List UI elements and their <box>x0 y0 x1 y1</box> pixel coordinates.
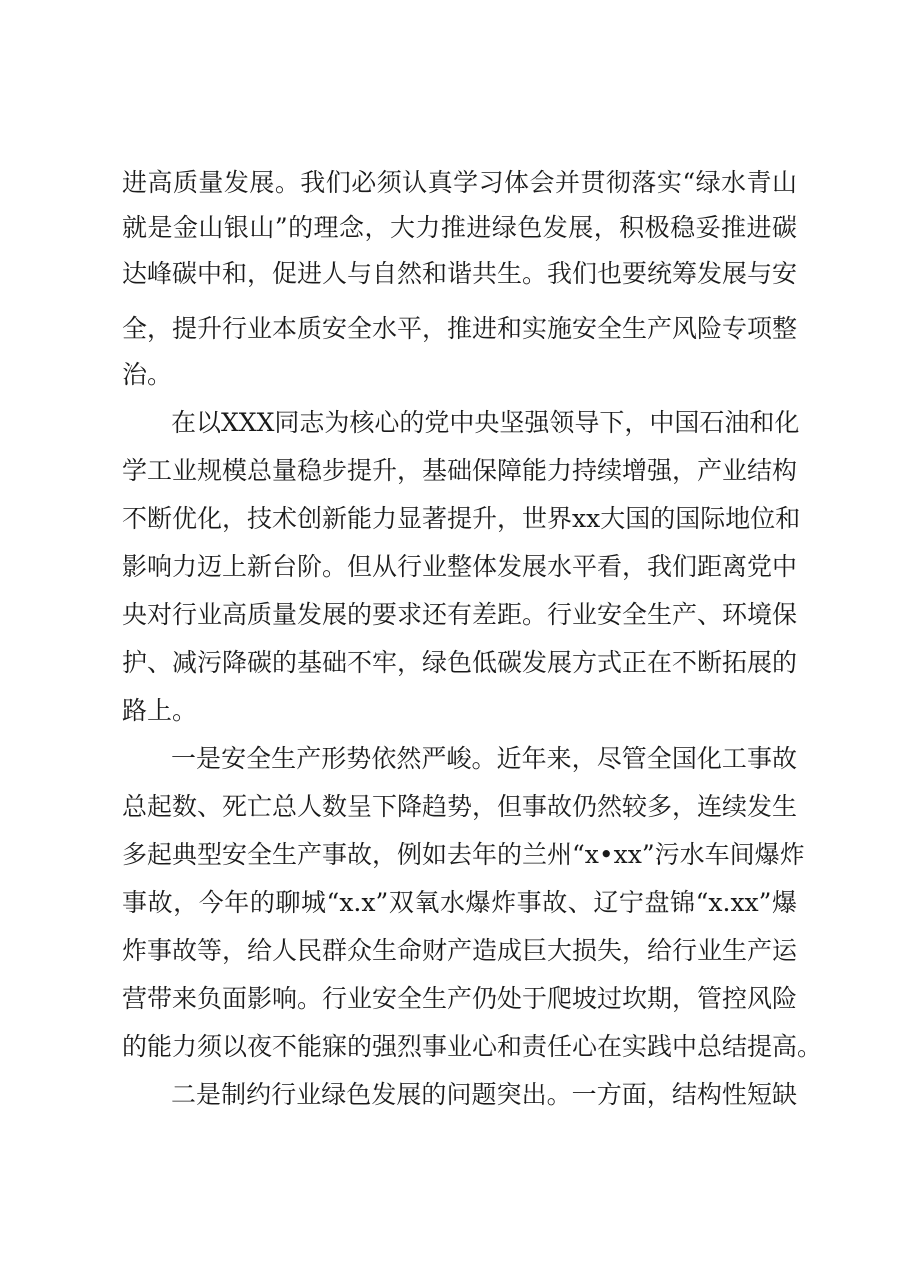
text-line-8: 不断优化，技术创新能力显著提升，世界xx大国的国际地位和 <box>122 504 801 533</box>
text-line-9: 影响力迈上新台阶。但从行业整体发展水平看，我们距离党中 <box>122 552 798 581</box>
text-line-10: 央对行业高质量发展的要求还有差距。行业安全生产、环境保 <box>122 600 798 629</box>
text-line-16: 事故，今年的聊城“x.x”双氧水爆炸事故、辽宁盘锦“x.xx”爆 <box>122 888 797 917</box>
paragraph-2-first-line: 在以XXX同志为核心的党中央坚强领导下，中国石油和化 <box>171 408 800 437</box>
text-line-17: 炸事故等，给人民群众生命财产造成巨大损失，给行业生产运 <box>122 936 798 965</box>
text-line-4: 全，提升行业本质安全水平，推进和实施安全生产风险专项整 <box>122 314 798 343</box>
text-line-14: 总起数、死亡总人数呈下降趋势，但事故仍然较多，连续发生 <box>122 792 798 821</box>
text-line-7: 学工业规模总量稳步提升，基础保障能力持续增强，产业结构 <box>122 456 798 485</box>
text-line-15: 多起典型安全生产事故，例如去年的兰州“x•xx”污水车间爆炸 <box>122 840 805 869</box>
text-line-12: 路上。 <box>122 696 198 725</box>
text-line-18: 营带来负面影响。行业安全生产仍处于爬坡过坎期，管控风险 <box>122 984 798 1013</box>
text-line-19: 的能力须以夜不能寐的强烈事业心和责任心在实践中总结提高。 <box>122 1032 823 1061</box>
text-line-5: 治。 <box>122 360 173 389</box>
paragraph-3-first-line: 一是安全生产形势依然严峻。近年来，尽管全国化工事故 <box>171 744 797 773</box>
paragraph-4-first-line: 二是制约行业绿色发展的问题突出。一方面，结构性短缺 <box>171 1080 797 1109</box>
text-line-2: 就是金山银山”的理念，大力推进绿色发展，积极稳妥推进碳 <box>122 213 797 242</box>
text-line-1: 进高质量发展。我们必须认真学习体会并贯彻落实“绿水青山 <box>122 168 797 197</box>
text-line-3: 达峰碳中和，促进人与自然和谐共生。我们也要统筹发展与安 <box>122 259 798 288</box>
text-line-11: 护、减污降碳的基础不牢，绿色低碳发展方式正在不断拓展的 <box>122 648 798 677</box>
